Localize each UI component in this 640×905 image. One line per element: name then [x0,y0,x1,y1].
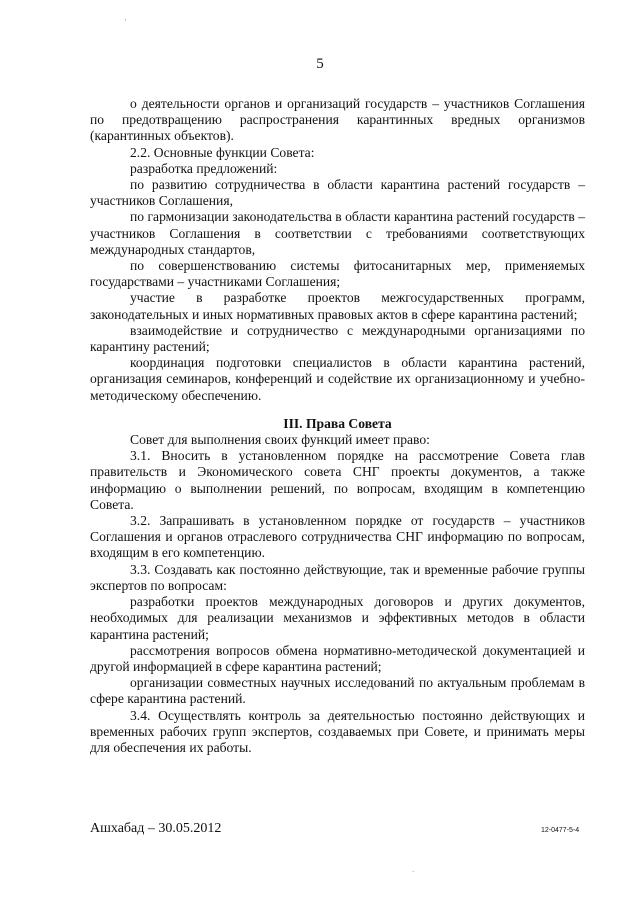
paragraph: по совершенствованию системы фитосанитарных мер, применяемых государствами – участниками Соглашения; [90,258,585,290]
paragraph: о деятельности органов и организаций государств – участников Соглашения по предотвращению распространения карантинных вредных организмов (карантинных объектов). [90,96,585,144]
paragraph: по гармонизации законодательства в области карантина растений государств – участников Соглашения в соответствии с требованиями соответствующих международных стандартов, [90,209,585,257]
paragraph: 3.3. Создавать как постоянно действующие, так и временные рабочие группы экспертов по вопросам: [90,561,585,593]
paragraph: 3.1. Вносить в установленном порядке на рассмотрение Совета глав правительств и Экономического совета СНГ проекты документов, а также информацию о выполнении решений, по вопросам, входящим в компетенцию Совета. [90,448,585,512]
paragraph: разработки проектов международных договоров и других документов, необходимых для реализации механизмов и эффективных методов в области карантина растений; [90,594,585,642]
paragraph: по развитию сотрудничества в области карантина растений государств – участников Соглашения, [90,177,585,209]
paragraph: взаимодействие и сотрудничество с международными организациями по карантину растений; [90,322,585,355]
paragraph: 3.2. Запрашивать в установленном порядке от государств – участников Соглашения и органов отраслевого сотрудничества СНГ информацию по вопросам, входящим в его компетенцию. [90,513,585,561]
page-number: 5 [316,56,324,72]
scan-mark: · [412,868,415,876]
footer-doc-code: 12-0477-5-4 [541,827,580,834]
paragraph: участие в разработке проектов межгосударственных программ, законодательных и иных нормативных правовых актов в сфере карантина растений; [90,290,585,322]
document-body [90,96,585,756]
paragraph: 2.2. Основные функции Совета: [130,144,315,160]
section-heading: III. Права Совета [283,415,392,431]
paragraph: разработка предложений: [130,160,278,176]
paragraph: 3.4. Осуществлять контроль за деятельностью постоянно действующих и временных рабочих групп экспертов, создаваемых при Совете, и принимать меры для обеспечения их работы. [90,707,585,755]
paragraph: координация подготовки специалистов в области карантина растений, организация семинаров, конференций и содействие их организационному и учебно-методическому обеспечению. [90,355,585,403]
paragraph: организации совместных научных исследований по актуальным проблемам в сфере карантина растений. [90,675,585,707]
scan-mark: ' [125,18,127,26]
paragraph: рассмотрения вопросов обмена нормативно-методической документацией и другой информацией в сфере карантина растений; [90,642,585,674]
footer-place-date: Ашхабад – 30.05.2012 [90,821,222,836]
paragraph: Совет для выполнения своих функций имеет право: [130,432,430,448]
